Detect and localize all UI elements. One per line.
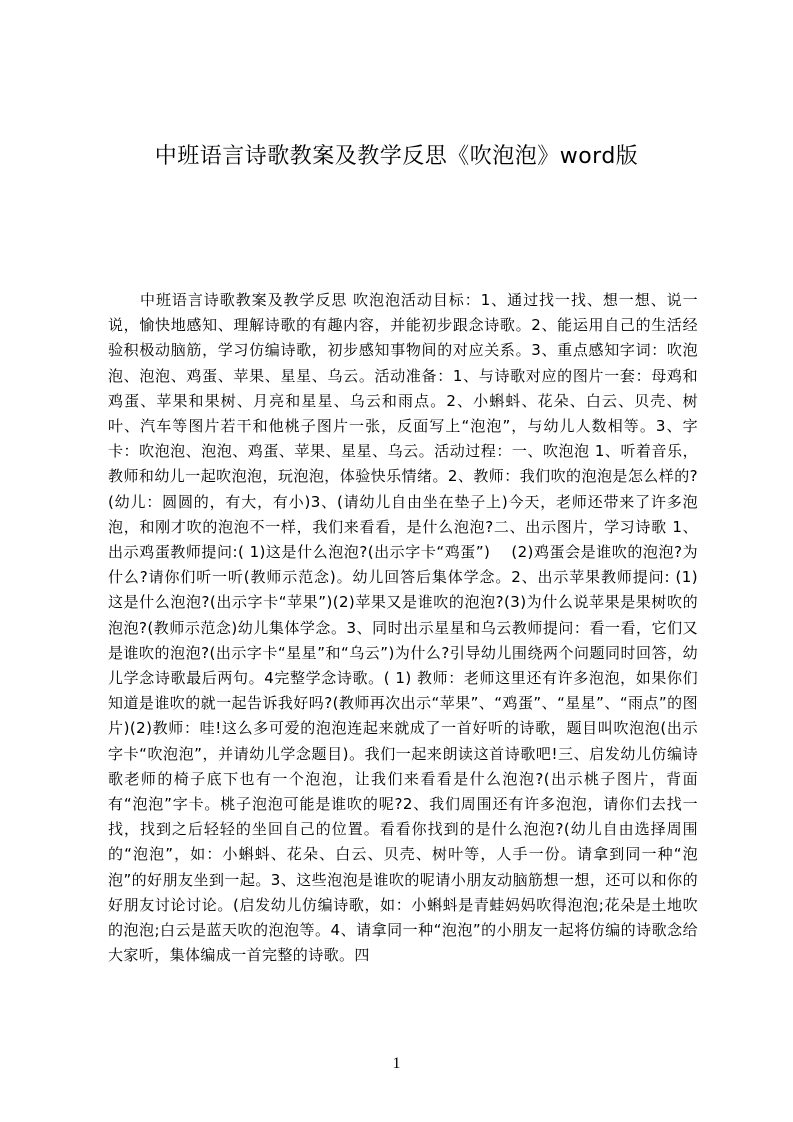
document-body [108,288,698,1048]
page-number: 1 [392,1055,401,1072]
body-paragraph: 中班语言诗歌教案及教学反思 吹泡泡活动目标：1、通过找一找、想一想、说一说，愉快地感知、理解诗歌的有趣内容，并能初步跟念诗歌。2、能运用自己的生活经验积极动脑筋，学习仿编诗歌，初步感知事物间的对应关系。3、重点感知字词：吹泡泡、泡泡、鸡蛋、苹果、星星、乌云。活动准备：1、与诗歌对应的图片一套：母鸡和鸡蛋、苹果和果树、月亮和星星、乌云和雨点。2、小蝌蚪、花朵、白云、贝壳、树叶、汽车等图片若干和他桃子图片一张，反面写上“泡泡”，与幼儿人数相等。3、字卡：吹泡泡、泡泡、鸡蛋、苹果、星星、乌云。活动过程：一、吹泡泡 1、听着音乐，教师和幼儿一起吹泡泡，玩泡泡，体验快乐情绪。2、教师：我们吹的泡泡是怎么样的?(幼儿：圆圆的，有大，有小)3、(请幼儿自由坐在垫子上)今天，老师还带来了许多泡泡，和刚才吹的泡泡不一样，我们来看看，是什么泡泡?二、出示图片，学习诗歌 1、出示鸡蛋教师提问:( 1)这是什么泡泡?(出示字卡“鸡蛋”) (2)鸡蛋会是谁吹的泡泡?为什么?请你们听一听(教师示范念)。幼儿回答后集体学念。2、出示苹果教师提问: (1) 这是什么泡泡?(出示字卡“苹果”)(2)苹果又是谁吹的泡泡?(3)为什么说苹果是果树吹的泡泡?(教师示范念)幼儿集体学念。3、同时出示星星和乌云教师提问：看一看，它们又是谁吹的泡泡?(出示字卡“星星”和“乌云”)为什么?引导幼儿围绕两个问题同时回答，幼儿学念诗歌最后两句。4完整学念诗歌。( 1) 教师：老师这里还有许多泡泡，如果你们知道是谁吹的就一起告诉我好吗?(教师再次出示“苹果”、“鸡蛋”、“星星”、“雨点”的图片)(2)教师：哇!这么多可爱的泡泡连起来就成了一首好听的诗歌，题目叫吹泡泡(出示字卡“吹泡泡”，并请幼儿学念题目)。我们一起来朗读这首诗歌吧!三、启发幼儿仿编诗歌老师的椅子底下也有一个泡泡，让我们来看看是什么泡泡?(出示桃子图片，背面有“泡泡”字卡。桃子泡泡可能是谁吹的呢?2、我们周围还有许多泡泡，请你们去找一找，找到之后轻轻的坐回自己的位置。看看你找到的是什么泡泡?(幼儿自由选择周围的“泡泡”，如：小蝌蚪、花朵、白云、贝壳、树叶等，人手一份。请拿到同一种“泡泡”的好朋友坐到一起。3、这些泡泡是谁吹的呢请小朋友动脑筋想一想，还可以和你的好朋友讨论讨论。(启发幼儿仿编诗歌，如：小蝌蚪是青蛙妈妈吹得泡泡;花朵是土地吹的泡泡;白云是蓝天吹的泡泡等。4、请拿同一种“泡泡”的小朋友一起将仿编的诗歌念给大家听，集体编成一首完整的诗歌。四 [108,291,698,965]
document-title: 中班语言诗歌教案及教学反思《吹泡泡》word版 [154,144,639,169]
